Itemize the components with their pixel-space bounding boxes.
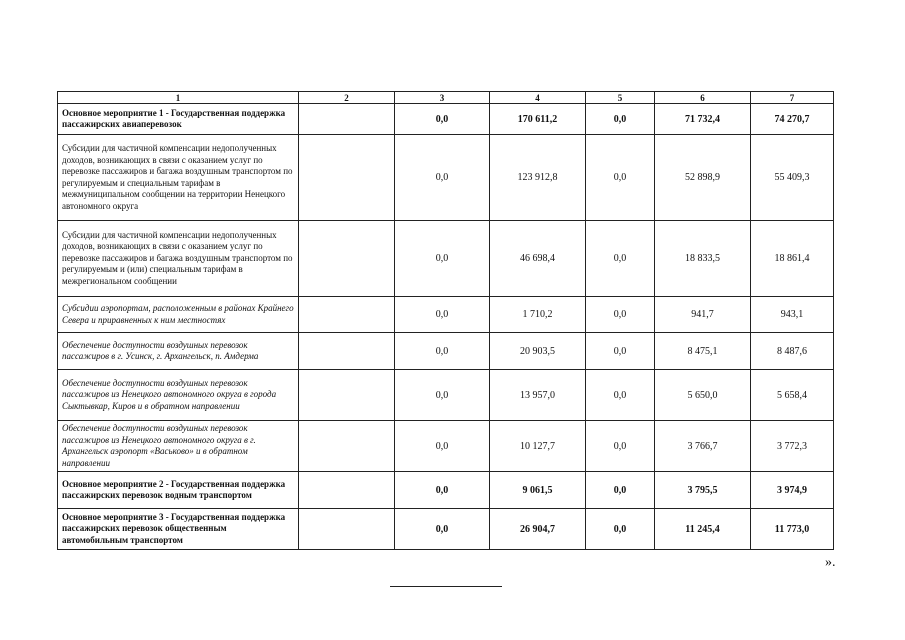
cell-col-4: 1 710,2 — [490, 297, 586, 333]
closing-quote-mark: ». — [825, 555, 836, 570]
table-body — [58, 92, 834, 550]
column-header: 7 — [751, 92, 834, 104]
cell-col-7: 3 974,9 — [751, 472, 834, 509]
table-row — [58, 421, 834, 472]
column-header: 3 — [395, 92, 490, 104]
row-description: Обеспечение доступности воздушных перевозок пассажиров в г. Усинск, г. Архангельск, п. Амдерма — [58, 333, 299, 370]
cell-col-5: 0,0 — [586, 370, 655, 421]
cell-col-7: 18 861,4 — [751, 221, 834, 297]
column-header: 1 — [58, 92, 299, 104]
row-description: Субсидии аэропортам, расположенным в районах Крайнего Севера и приравненных к ним местностях — [58, 297, 299, 333]
cell-col-7: 11 773,0 — [751, 509, 834, 550]
cell-col-5: 0,0 — [586, 333, 655, 370]
cell-col-5: 0,0 — [586, 421, 655, 472]
column-header: 6 — [655, 92, 751, 104]
cell-col-6: 52 898,9 — [655, 135, 751, 221]
cell-col-4: 10 127,7 — [490, 421, 586, 472]
cell-col-3: 0,0 — [395, 333, 490, 370]
row-description: Обеспечение доступности воздушных перевозок пассажиров из Ненецкого автономного округа в города Сыктывкар, Киров и в обратном направлении — [58, 370, 299, 421]
table-header-row — [58, 92, 834, 104]
row-description: Обеспечение доступности воздушных перевозок пассажиров из Ненецкого автономного округа в г. Архангельск аэропорт «Васьково» и в обратном направлении — [58, 421, 299, 472]
cell-col-6: 3 795,5 — [655, 472, 751, 509]
cell-col-5: 0,0 — [586, 104, 655, 135]
table-row — [58, 509, 834, 550]
cell-col-7: 8 487,6 — [751, 333, 834, 370]
cell-col-4: 26 904,7 — [490, 509, 586, 550]
cell-col-7: 3 772,3 — [751, 421, 834, 472]
cell-col-7: 55 409,3 — [751, 135, 834, 221]
table-row — [58, 297, 834, 333]
row-description: Субсидии для частичной компенсации недополученных доходов, возникающих в связи с оказанием услуг по перевозке пассажиров и багажа воздушным транспортом по регулируемым и (или) специальным тарифам в межрегиональном сообщении — [58, 221, 299, 297]
cell-col-6: 8 475,1 — [655, 333, 751, 370]
cell-col-7: 943,1 — [751, 297, 834, 333]
cell-col-3: 0,0 — [395, 221, 490, 297]
footer-divider-line — [390, 586, 502, 587]
column-header: 2 — [299, 92, 395, 104]
cell-col-5: 0,0 — [586, 472, 655, 509]
cell-col-4: 170 611,2 — [490, 104, 586, 135]
cell-col-6: 3 766,7 — [655, 421, 751, 472]
table-row — [58, 370, 834, 421]
cell-col-3: 0,0 — [395, 297, 490, 333]
cell-col-3: 0,0 — [395, 509, 490, 550]
cell-col-4: 9 061,5 — [490, 472, 586, 509]
cell-col-4: 46 698,4 — [490, 221, 586, 297]
cell-col-2 — [299, 333, 395, 370]
cell-col-6: 5 650,0 — [655, 370, 751, 421]
cell-col-2 — [299, 509, 395, 550]
cell-col-6: 11 245,4 — [655, 509, 751, 550]
cell-col-2 — [299, 370, 395, 421]
cell-col-6: 71 732,4 — [655, 104, 751, 135]
column-header: 4 — [490, 92, 586, 104]
table-row — [58, 472, 834, 509]
cell-col-4: 123 912,8 — [490, 135, 586, 221]
cell-col-3: 0,0 — [395, 472, 490, 509]
cell-col-5: 0,0 — [586, 135, 655, 221]
cell-col-2 — [299, 221, 395, 297]
cell-col-3: 0,0 — [395, 421, 490, 472]
cell-col-4: 20 903,5 — [490, 333, 586, 370]
table-row — [58, 104, 834, 135]
cell-col-4: 13 957,0 — [490, 370, 586, 421]
table-row — [58, 221, 834, 297]
cell-col-5: 0,0 — [586, 221, 655, 297]
cell-col-2 — [299, 135, 395, 221]
cell-col-3: 0,0 — [395, 104, 490, 135]
budget-table — [57, 91, 834, 550]
cell-col-2 — [299, 421, 395, 472]
cell-col-2 — [299, 297, 395, 333]
cell-col-2 — [299, 104, 395, 135]
cell-col-2 — [299, 472, 395, 509]
cell-col-7: 74 270,7 — [751, 104, 834, 135]
cell-col-3: 0,0 — [395, 135, 490, 221]
cell-col-5: 0,0 — [586, 297, 655, 333]
table-row — [58, 333, 834, 370]
row-description: Основное мероприятие 1 - Государственная поддержка пассажирских авиаперевозок — [58, 104, 299, 135]
cell-col-3: 0,0 — [395, 370, 490, 421]
cell-col-6: 941,7 — [655, 297, 751, 333]
row-description: Основное мероприятие 2 - Государственная поддержка пассажирских перевозок водным транспортом — [58, 472, 299, 509]
table-row — [58, 135, 834, 221]
column-header: 5 — [586, 92, 655, 104]
cell-col-5: 0,0 — [586, 509, 655, 550]
cell-col-7: 5 658,4 — [751, 370, 834, 421]
row-description: Основное мероприятие 3 - Государственная поддержка пассажирских перевозок общественным автомобильным транспортом — [58, 509, 299, 550]
cell-col-6: 18 833,5 — [655, 221, 751, 297]
row-description: Субсидии для частичной компенсации недополученных доходов, возникающих в связи с оказанием услуг по перевозке пассажиров и багажа воздушным транспортом по регулируемым и специальным тарифам в межмуниципальном сообщении на территории Ненецкого автономного округа — [58, 135, 299, 221]
